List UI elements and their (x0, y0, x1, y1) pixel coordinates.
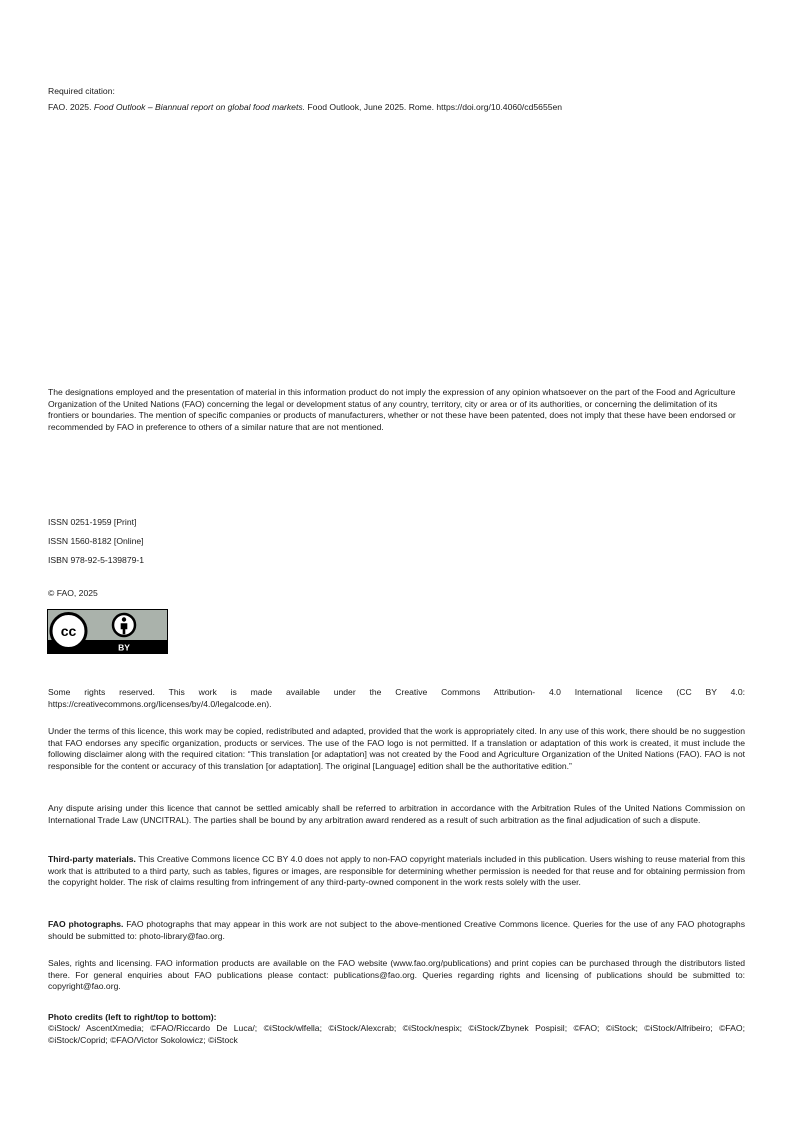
sales-paragraph: Sales, rights and licensing. FAO information products are available on the FAO website (www.fao.org/publications) and print copies can be purchased through the distributors listed there. For general enquiries about FAO publications please contact: publications@fao.org. Queries regarding rights and licensing of publications should be submitted to: copyright@fao.org. (48, 958, 745, 992)
fao-photographs-text: FAO photographs that may appear in this work are not subject to the above-mentioned Creative Commons licence. Queries for the use of any FAO photographs should be submitted to: photo-library@fao.org. (48, 919, 746, 941)
cc-by-license-icon (47, 609, 168, 654)
third-party-text: This Creative Commons licence CC BY 4.0 does not apply to non-FAO copyright materials included in this publication. Users wishing to reuse material from this work that is attributed to a third party, such as tables, figures or images, are responsible for determining whether permission is needed for that reuse and for obtaining permission from the copyright holder. The risk of claims resulting from infringement of any third-party-owned component in the work rests solely with the user. (48, 854, 745, 888)
by-mark: BY (118, 642, 130, 653)
licence-terms-paragraph: Under the terms of this licence, this work may be copied, redistributed and adapted, provided that the work is appropriately cited. In any use of this work, there should be no suggestion that FAO endorses any specific organization, products or services. The use of the FAO logo is not permitted. If a translation or adaptation of this work is created, it must include the following disclaimer along with the required citation: “This translation [or adaptation] was not created by the Food and Agriculture Organization of the United Nations (FAO). FAO is not responsible for the content or accuracy of this translation [or adaptation]. The original [Language] edition shall be the authoritative edition.” (48, 726, 745, 771)
citation-text (48, 102, 745, 114)
issn-print: ISSN 0251-1959 [Print] (48, 517, 137, 527)
isbn: ISBN 978-92-5-139879-1 (48, 555, 145, 565)
copyright-notice: © FAO, 2025 (48, 588, 98, 598)
fao-photographs-paragraph (48, 919, 745, 942)
citation-prefix: FAO. 2025. (48, 102, 94, 112)
citation-title: Food Outlook – Biannual report on global food markets. (93, 102, 306, 112)
third-party-paragraph (48, 854, 745, 889)
photo-credits-text: ©iStock/ AscentXmedia; ©FAO/Riccardo De Luca/; ©iStock/wlfella; ©iStock/Alexcrab; ©iStock/nespix; ©iStock/Zbynek Pospisil; ©FAO; ©iStock; ©iStock/Alfribeiro; ©FAO; ©iStock/Coprid; ©FAO/Victor Sokolowicz; ©iStock (48, 1023, 745, 1045)
rights-reserved-paragraph: Some rights reserved. This work is made available under the Creative Commons Attribution- 4.0 International licence (CC BY 4.0: https://creativecommons.org/licenses/by/4.0/legalcode.en). (48, 687, 745, 709)
identifiers (48, 513, 745, 570)
citation-suffix: Food Outlook, June 2025. Rome. https://doi.org/10.4060/cd5655en (305, 102, 563, 112)
fao-photographs-heading: FAO photographs. (48, 919, 124, 929)
photo-credits-heading: Photo credits (left to right/top to bottom): (48, 1012, 217, 1022)
issn-online: ISSN 1560-8182 [Online] (48, 536, 144, 546)
disclaimer-paragraph: The designations employed and the presentation of material in this information product do not imply the expression of any opinion whatsoever on the part of the Food and Agriculture Organization of the United Nations (FAO) concerning the legal or development status of any country, territory, city or area or of its authorities, or concerning the delimitation of its frontiers or boundaries. The mention of specific companies or products of manufacturers, whether or not these have been patented, does not imply that these have been endorsed or recommended by FAO in preference to others of a similar nature that are not mentioned. (48, 387, 736, 432)
dispute-paragraph: Any dispute arising under this licence that cannot be settled amicably shall be referred to arbitration in accordance with the Arbitration Rules of the United Nations Commission on International Trade Law (UNCITRAL). The parties shall be bound by any arbitration award rendered as a result of such arbitration as the final adjudication of such a dispute. (48, 803, 745, 825)
cc-mark: cc (60, 623, 77, 639)
citation-label: Required citation: (48, 86, 115, 96)
third-party-heading: Third-party materials. (48, 854, 136, 864)
